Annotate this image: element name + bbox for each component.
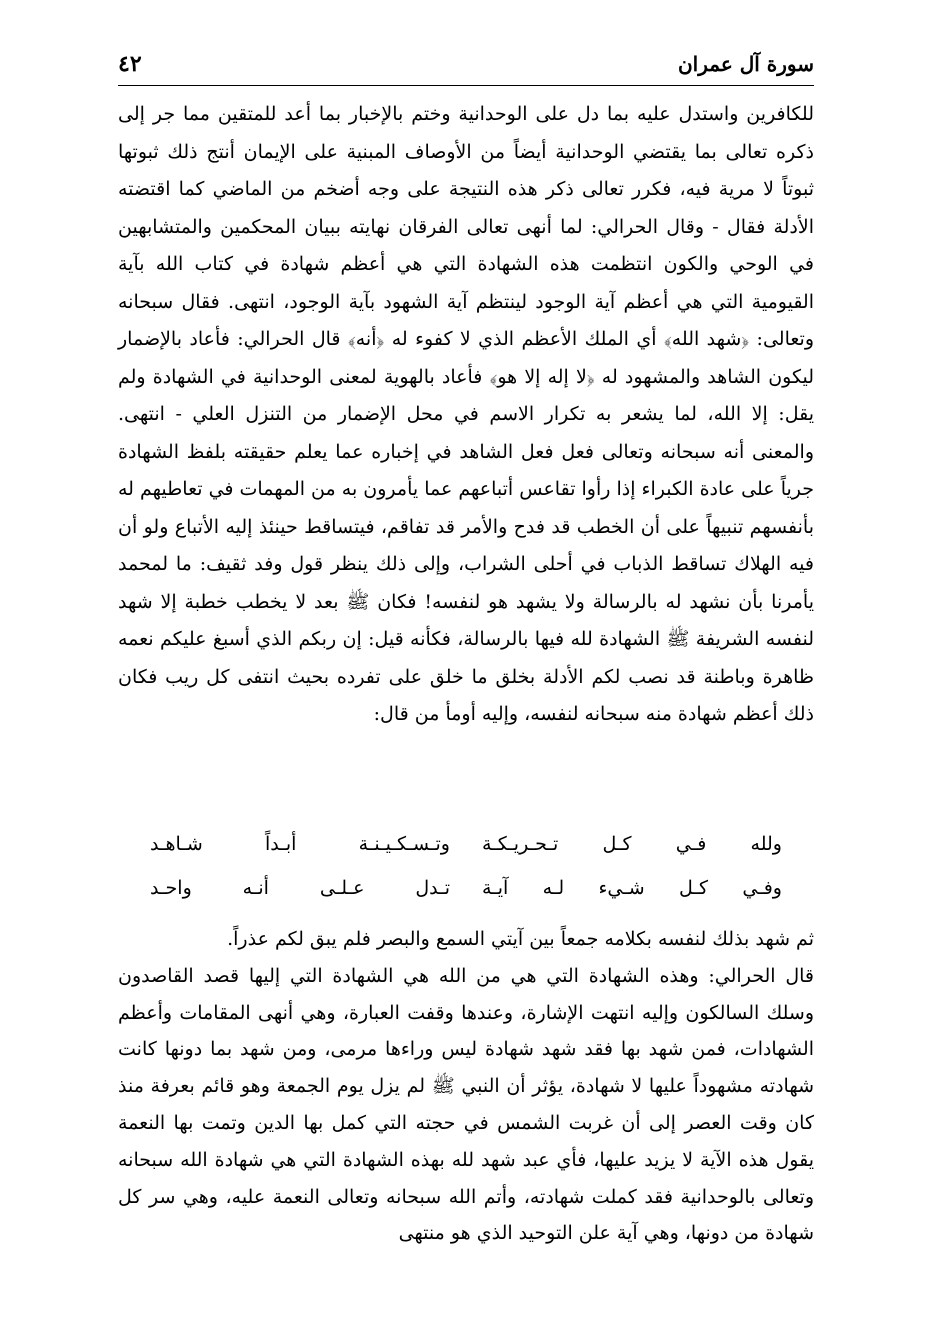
paragraph: قال الحرالي: وهذه الشهادة التي هي من الله هي الشهادة التي إليها قصد القاصدون وسلك السالكون وإليه انتهت الإشارة، وعندها وقفت العبارة، وهي أنهى المقامات وأعظم الشهادات، فمن شهد بها فقد شهد شهادة ليس وراءها مرمى، ومن شهد بما دونها كانت شهادته مشهوداً عليها لا شهادة، يؤثر أن النبي ﷺ لم يزل يوم الجمعة وهو قائم بعرفة منذ كان وقت العصر إلى أن غربت الشمس في حجته التي كمل بها الدين وتمت بها النعمة يقول هذه الآية لا يزيد عليها، فأي عبد شهد لله بهذه الشهادة التي هي شهادة الله سبحانه وتعالى بالوحدانية فقد كملت شهادته، وأتم الله سبحانه وتعالى النعمة عليه، وهي سر كل شهادة من دونها، وهي آية علن التوحيد الذي هو منتهى (118, 964, 814, 1245)
verse-first-hemistich: ولله فـي كـل تـحـريـكـة (482, 833, 782, 855)
page-header (118, 44, 814, 84)
verse-second-hemistich: تـدل عـلـى أنـه واحـد (150, 877, 450, 899)
paragraph: للكافرين واستدل عليه بما دل على الوحدانية وختم بالإخبار بما أعد للمتقين مما جر إلى ذكره تعالى بما يقتضي الوحدانية أيضاً من الأوصاف المبنية على الإيمان أنتج ذلك ثبوتها ثبوتاً لا مرية فيه، فكرر تعالى ذكر هذه النتيجة على وجه أضخم من الماضي كما اقتضته الأدلة فقال - وقال الحرالي: لما أنهى تعالى الفرقان نهايته ببيان المحكمين والمتشابهين في الوحي والكون انتظمت هذه الشهادة التي هي أعظم شهادة في كتاب الله بآية القيومية التي هي أعظم آية الوجود لينتظم آية الشهود بآية الوجود، انتهى. فقال سبحانه وتعالى: ﴿شهد الله﴾ أي الملك الأعظم الذي لا كفوء له ﴿أنه﴾ قال الحرالي: فأعاد بالإضمار ليكون الشاهد والمشهود له ﴿لا إله إلا هو﴾ فأعاد بالهوية لمعنى الوحدانية في الشهادة ولم يقل: إلا الله، لما يشعر به تكرار الاسم في محل الإضمار من التنزل العلي - انتهى. والمعنى أنه سبحانه وتعالى فعل فعل الشاهد في إخباره عما يعلم حقيقته بلفظ الشهادة جرياً على عادة الكبراء إذا رأوا تقاعس أتباعهم عما يأمرون به من المهمات في تعاطيهم له بأنفسهم تنبيهاً على أن الخطب قد فدح والأمر قد تفاقم، فيتساقط حينئذ إليه الأتباع ولو أن فيه الهلاك تساقط الذباب في أحلى الشراب، وإلى ذلك ينظر قول وفد ثقيف: ما لمحمد يأمرنا بأن نشهد له بالرسالة ولا يشهد هو لنفسه! فكان ﷺ بعد لا يخطب خطبة إلا شهد لنفسه الشريفة ﷺ الشهادة لله فيها بالرسالة، فكأنه قيل: إن ربكم الذي أسبغ عليكم نعمه ظاهرة وباطنة قد نصب لكم الأدلة بخلق ما خلق على تفرده بحيث انتفى كل ريب فكان ذلك أعظم شهادة منه سبحانه لنفسه، وإليه أومأ من قال: (118, 103, 814, 725)
continuation-text (118, 921, 814, 1252)
verse-first-hemistich: وفـي كـل شـيء لـه آيـة (482, 877, 782, 899)
header-rule (118, 85, 814, 86)
verse-line (150, 822, 782, 866)
page-number: ٤٢ (118, 51, 142, 77)
poem-verses (150, 822, 782, 910)
verse-line (150, 866, 782, 910)
running-title: سورة آل عمران (677, 52, 814, 76)
verse-second-hemistich: وتـسـكـيـنـة أبـداً شـاهـد (150, 833, 450, 855)
paragraph: ثم شهد بذلك لنفسه بكلامه جمعاً بين آيتي السمع والبصر فلم يبق لكم عذراً. (227, 928, 814, 950)
main-text (118, 96, 814, 734)
